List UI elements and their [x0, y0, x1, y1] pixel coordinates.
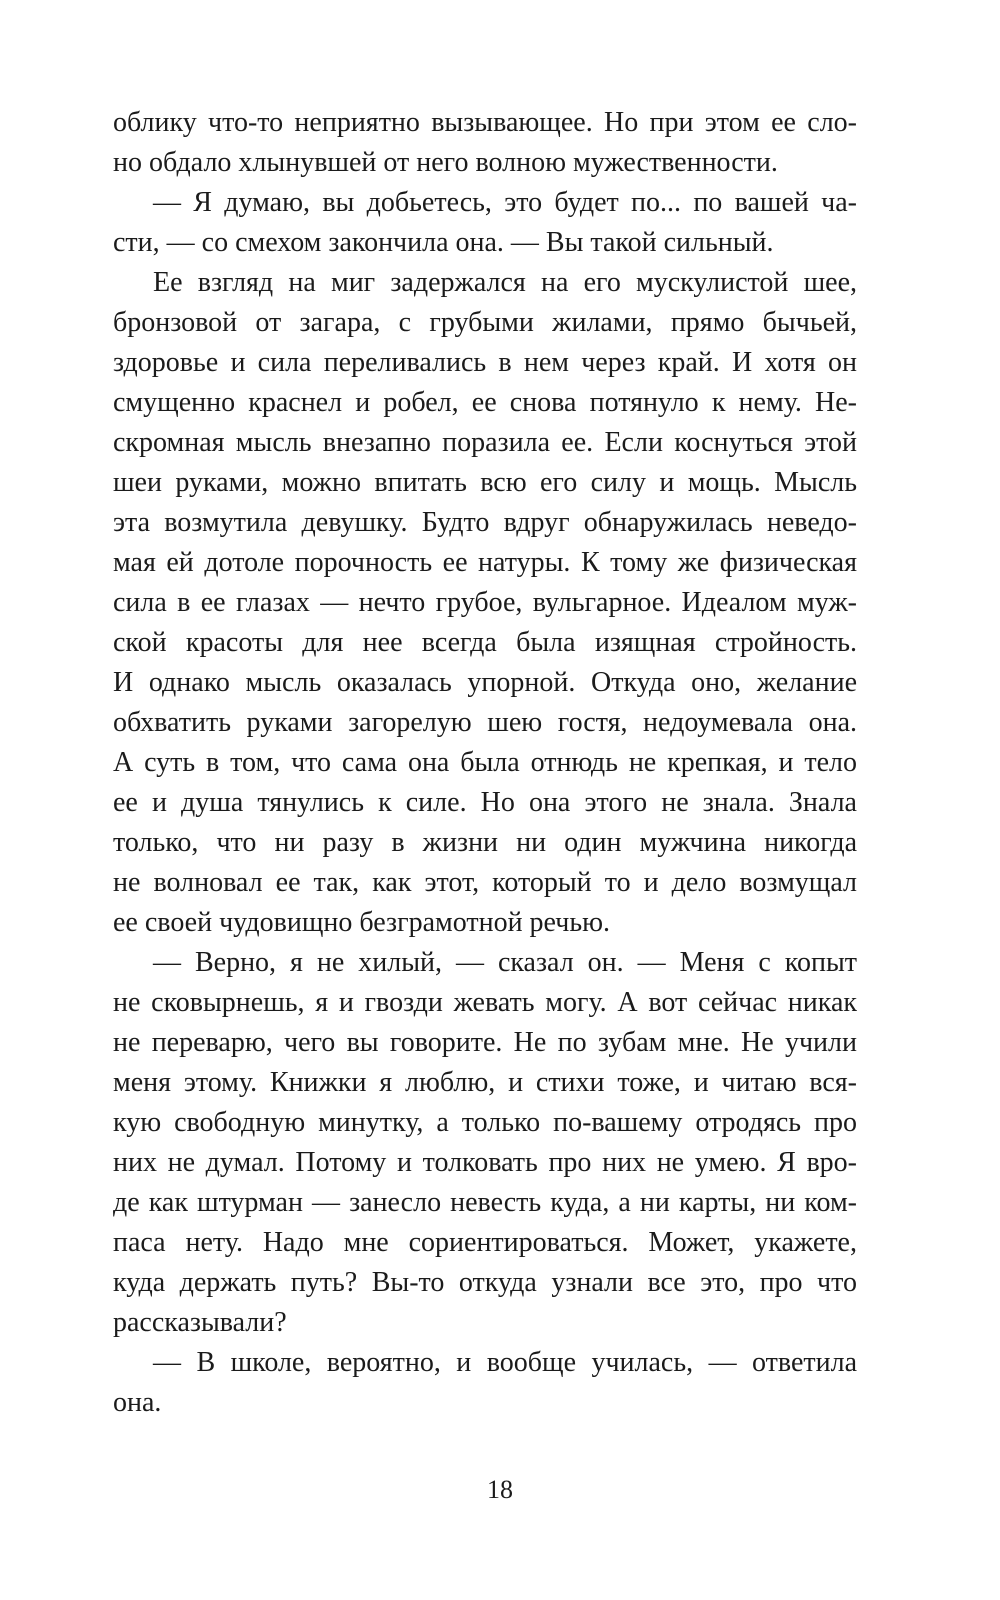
text-line: — Я думаю, вы добьетесь, это будет по... по вашей ча-: [153, 187, 857, 218]
text-line: сила в ее глазах — нечто грубое, вульгарное. Идеалом муж-: [113, 587, 857, 618]
text-line: — В школе, вероятно, и вообще училась, — ответила: [153, 1347, 857, 1378]
text-line: них не думал. Потому и толковать про них не умею. Я вро-: [113, 1147, 857, 1178]
text-line: кую свободную минутку, а только по-вашему отродясь про: [113, 1107, 857, 1138]
text-line: обхватить руками загорелую шею гостя, недоумевала она.: [113, 707, 857, 738]
text-line: — Верно, я не хилый, — сказал он. — Меня с копыт: [153, 947, 857, 978]
page-number: 18: [487, 1475, 513, 1504]
text-line: Ее взгляд на миг задержался на его мускулистой шее,: [153, 267, 857, 298]
text-line: рассказывали?: [113, 1307, 287, 1338]
text-line: шеи руками, можно впитать всю его силу и мощь. Мысль: [113, 467, 857, 498]
text-line: меня этому. Книжки я люблю, и стихи тоже, и читаю вся-: [113, 1067, 857, 1098]
body-text: [113, 103, 857, 1423]
text-line: здоровье и сила переливались в нем через край. И хотя он: [113, 347, 857, 378]
text-line: бронзовой от загара, с грубыми жилами, прямо бычьей,: [113, 307, 857, 338]
text-line: сти, — со смехом закончила она. — Вы такой сильный.: [113, 227, 774, 258]
text-line: де как штурман — занесло невесть куда, а ни карты, ни ком-: [113, 1187, 857, 1218]
text-line: облику что-то неприятно вызывающее. Но при этом ее сло-: [113, 107, 857, 138]
text-line: она.: [113, 1387, 162, 1418]
text-line: не сковырнешь, я и гвозди жевать могу. А вот сейчас никак: [113, 987, 857, 1018]
text-line: ее своей чудовищно безграмотной речью.: [113, 907, 611, 938]
text-line: паса нету. Надо мне сориентироваться. Может, укажете,: [113, 1227, 857, 1258]
text-line: ской красоты для нее всегда была изящная стройность.: [113, 627, 857, 658]
text-line: не волновал ее так, как этот, который то и дело возмущал: [113, 867, 857, 898]
text-line: смущенно краснел и робел, ее снова потянуло к нему. Не-: [113, 387, 857, 418]
text-line: эта возмутила девушку. Будто вдруг обнаружилась неведо-: [113, 507, 857, 538]
text-line: скромная мысль внезапно поразила ее. Если коснуться этой: [113, 427, 857, 458]
text-line: И однако мысль оказалась упорной. Откуда оно, желание: [113, 667, 857, 698]
text-line: мая ей дотоле порочность ее натуры. К тому же физическая: [113, 547, 857, 578]
text-line: не переварю, чего вы говорите. Не по зубам мне. Не учили: [113, 1027, 857, 1058]
text-line: ее и душа тянулись к силе. Но она этого не знала. Знала: [113, 787, 857, 818]
text-line: только, что ни разу в жизни ни один мужчина никогда: [113, 827, 857, 858]
text-line: А суть в том, что сама она была отнюдь не крепкая, и тело: [113, 747, 857, 778]
text-line: куда держать путь? Вы-то откуда узнали все это, про что: [113, 1267, 857, 1298]
text-line: но обдало хлынувшей от него волною мужественности.: [113, 147, 778, 178]
